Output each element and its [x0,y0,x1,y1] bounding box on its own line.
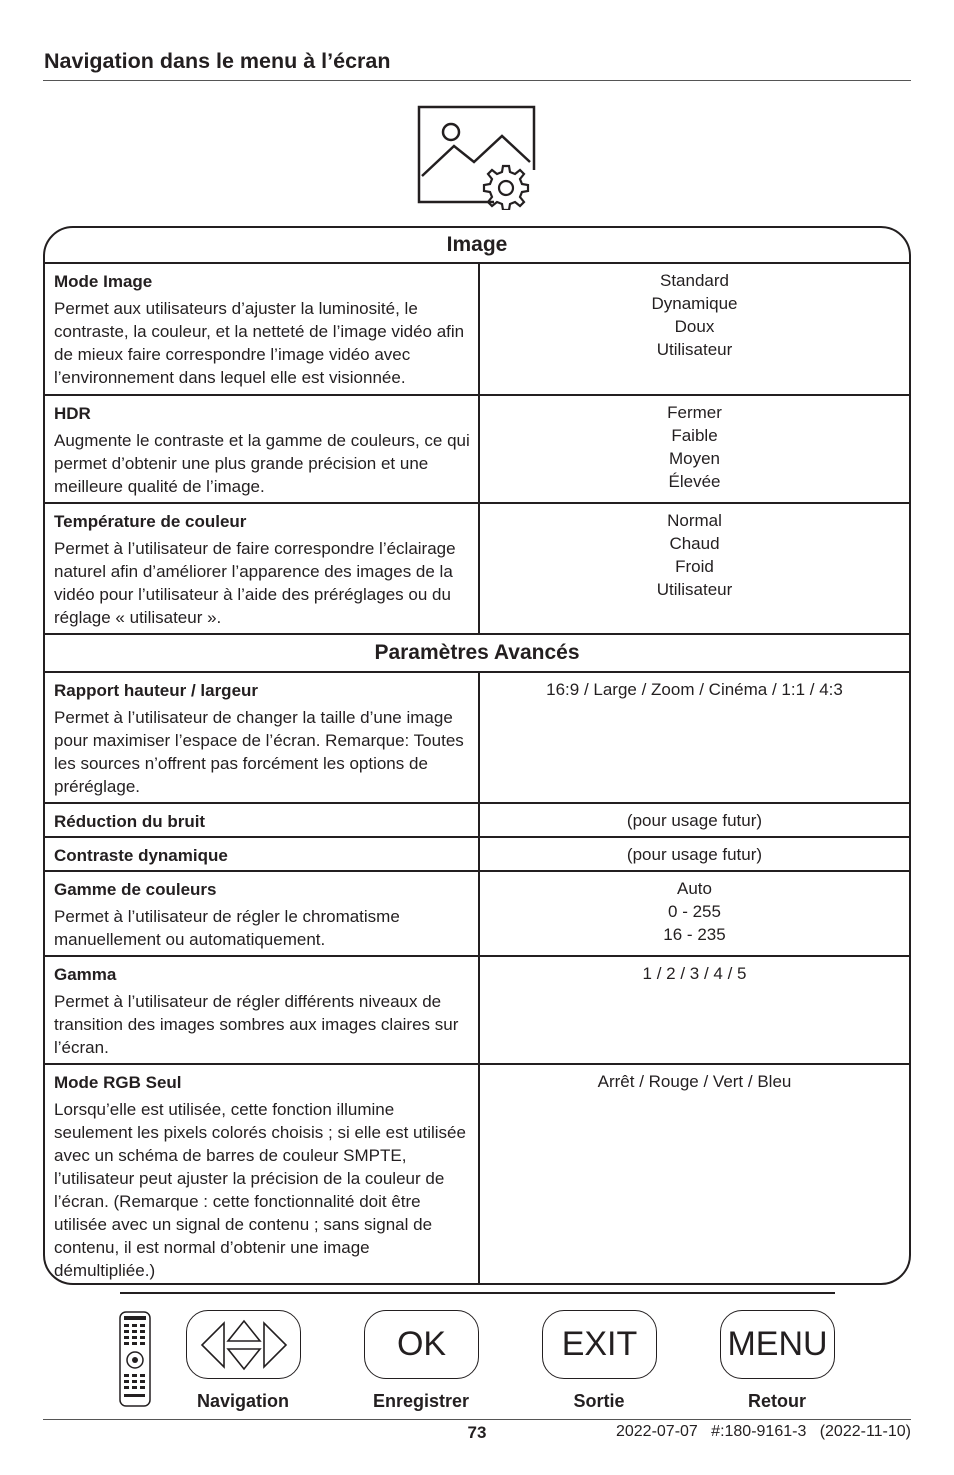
setting-description: Permet à l’utilisateur de régler le chromatisme manuellement ou automatiquement. [54,907,400,949]
footer-divider [120,1292,835,1294]
table-row [45,957,909,1065]
table-row [45,396,909,504]
page-number: 73 [467,1423,487,1442]
setting-options: (pour usage futur) [626,845,763,864]
setting-options: Auto 0 - 255 16 - 235 [663,879,726,944]
setting-name: Mode Image [54,272,153,291]
table-row [45,1065,909,1285]
section-title-image: Image [45,228,909,264]
setting-name: Rapport hauteur / largeur [54,681,259,700]
setting-name: Mode RGB Seul [54,1073,182,1092]
setting-name: Température de couleur [54,512,247,531]
setting-description: Permet à l’utilisateur de changer la taille d’une image pour maximiser l’espace de l’écran. Remarque: Toutes les sources n’offrent pas forcément les options de préréglage. [54,708,464,796]
image-settings-icon [416,104,540,210]
setting-description: Permet à l’utilisateur de régler différents niveaux de transition des images sombres aux images claires sur l’écran. [54,992,459,1057]
setting-name: Gamma [54,965,117,984]
section-title-advanced: Paramètres Avancés [45,635,909,673]
key-label-back: Retour [748,1391,806,1411]
setting-options: Arrêt / Rouge / Vert / Bleu [597,1072,792,1091]
setting-name: Réduction du bruit [54,812,206,831]
setting-options: (pour usage futur) [626,811,763,830]
exit-key: EXIT [542,1310,657,1379]
setting-options: 16:9 / Large / Zoom / Cinéma / 1:1 / 4:3 [546,680,843,699]
table-row [45,264,909,396]
setting-description: Permet aux utilisateurs d’ajuster la luminosité, le contraste, la couleur, et la netteté de l’image vidéo afin de mieux faire correspondre l’image vidéo avec l’environnement dans lequel elle est visionnée. [54,299,465,387]
setting-options: Normal Chaud Froid Utilisateur [656,511,733,599]
setting-description: Augmente le contraste et la gamme de couleurs, ce qui permet d’obtenir une plus grande précision et une meilleure qualité de l’image. [54,431,470,496]
navigation-key [186,1310,301,1379]
setting-options: Fermer Faible Moyen Élevée [667,403,722,491]
key-label-navigation: Navigation [196,1391,289,1411]
menu-key: MENU [720,1310,835,1379]
setting-name: Gamme de couleurs [54,880,217,899]
table-row [45,872,909,957]
footer-bottom-divider [43,1419,911,1420]
remote-control-icon [117,1310,153,1408]
page-title: Navigation dans le menu à l’écran [44,49,391,73]
setting-options: Standard Dynamique Doux Utilisateur [651,271,738,359]
arrow-keys-icon [194,1315,294,1375]
ok-key: OK [364,1310,479,1379]
table-row [45,673,909,804]
settings-table [43,226,911,1285]
setting-description: Lorsqu’elle est utilisée, cette fonction illumine seulement les pixels colorés choisis ; si elle est utilisée avec un schéma de barres de couleur SMPTE, l’utilisateur peut ajuster la précision de la couleur de l’écran. (Remarque : cette fonctionnalité doit être utilisée avec un signal de contenu ; sans signal de contenu, il est normal d’obtenir une image démultipliée.) [54,1100,466,1280]
table-row [45,804,909,838]
header-divider [43,80,911,81]
table-row [45,504,909,635]
key-label-save: Enregistrer [372,1391,470,1411]
setting-name: HDR [54,404,91,423]
table-row [45,838,909,872]
setting-name: Contraste dynamique [54,846,228,865]
document-info: 2022-07-07 #:180-9161-3 (2022-11-10) [615,1423,911,1440]
setting-description: Permet à l’utilisateur de faire correspondre l’éclairage naturel afin d’améliorer l’apparence des images de la vidéo pour l’utilisateur à l’aide des préréglages ou du réglage « utilisateur ». [54,539,456,627]
setting-options: 1 / 2 / 3 / 4 / 5 [642,964,747,983]
key-label-exit: Sortie [573,1391,625,1411]
